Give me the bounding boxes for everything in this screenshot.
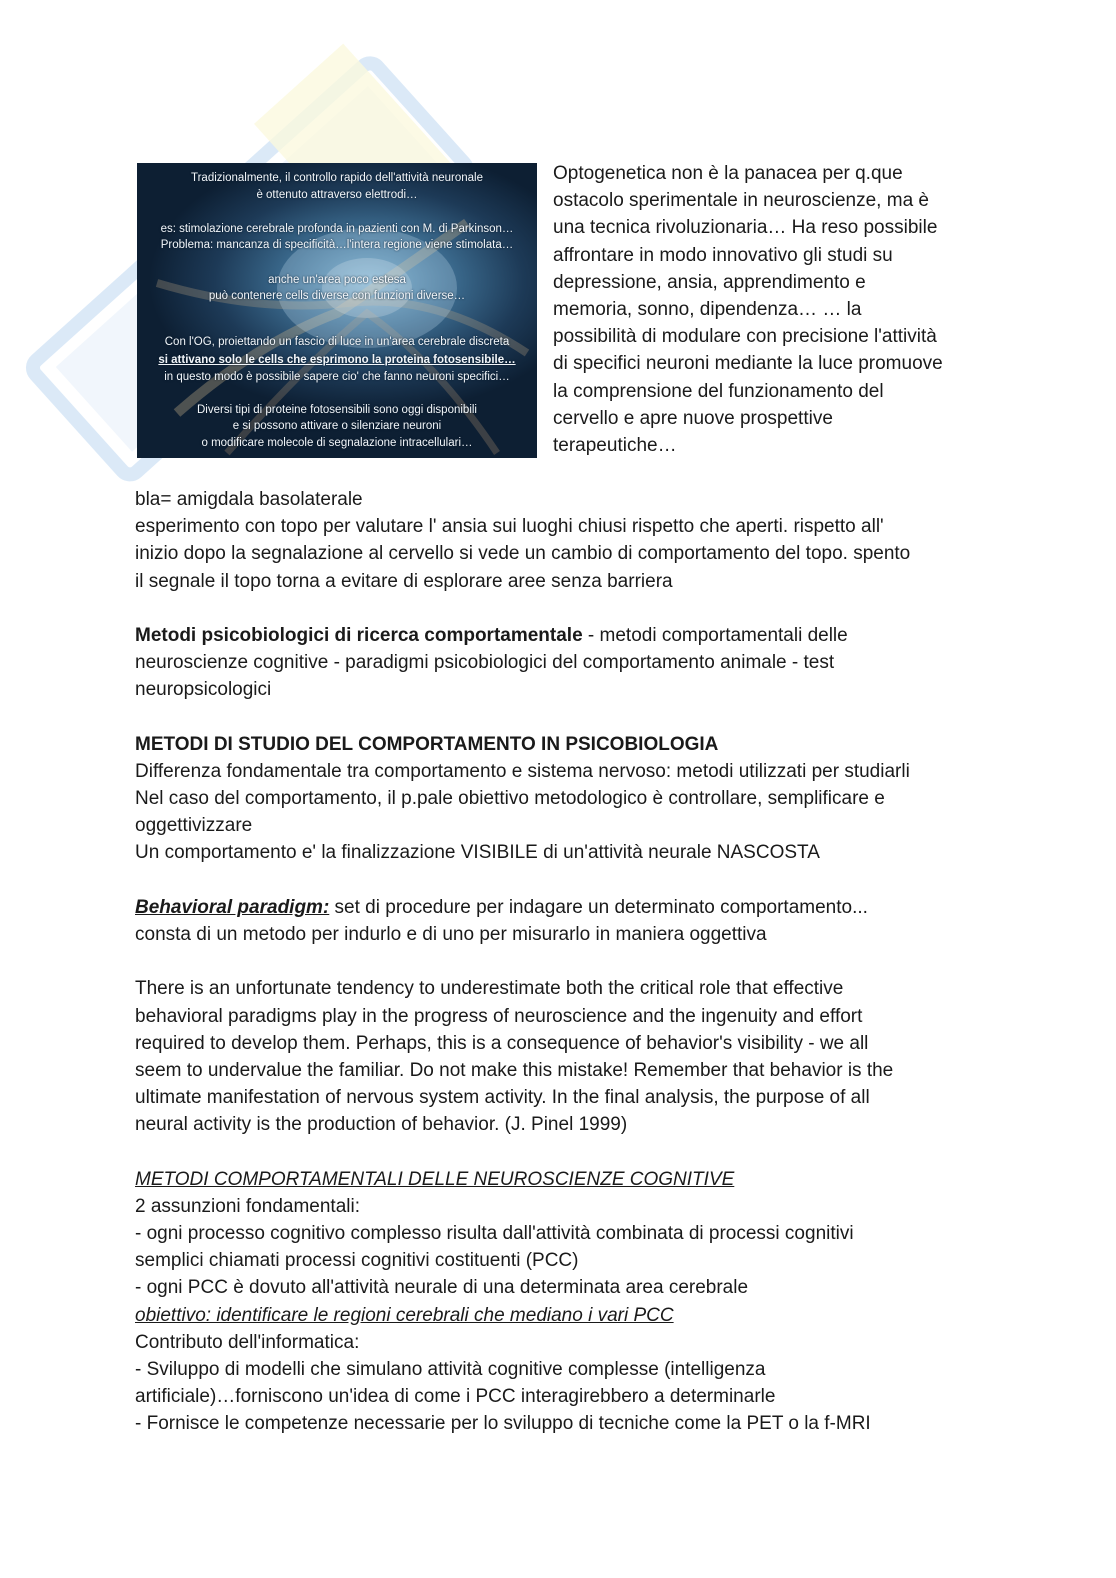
methods-line: neuropsicologici <box>135 679 272 701</box>
figure-line: può contenere cells diverse con funzioni diverse… <box>208 290 466 302</box>
quote-line: neural activity is the production of behavior. (J. Pinel 1999) <box>135 1114 628 1136</box>
figure-line: anche un'area poco estesa <box>268 274 406 286</box>
informatics-line: - Sviluppo di modelli che simulano attività cognitive complesse (intelligenza <box>135 1359 766 1380</box>
behavioral-paradigm-term: Behavioral paradigm: <box>135 896 330 918</box>
text-line: la comprensione del funzionamento del <box>553 380 884 402</box>
assumption-line: - ogni processo cognitivo complesso risulta dall'attività combinata di processi cognitivi <box>135 1223 854 1245</box>
experiment-line: esperimento con topo per valutare l' ansia sui luoghi chiusi rispetto che aperti. rispetto all' <box>135 516 884 538</box>
quote-line: required to develop them. Perhaps, this is a consequence of behavior's visibility - we all <box>135 1032 869 1054</box>
quote-line: ultimate manifestation of nervous system activity. In the final analysis, the purpose of all <box>135 1087 870 1109</box>
figure-line: Diversi tipi di proteine fotosensibili sono oggi disponibili <box>197 404 477 416</box>
text-line: una tecnica rivoluzionaria… Ha reso possibile <box>553 217 938 239</box>
figure-line: e si possono attivare o silenziare neuroni <box>232 420 442 432</box>
section-heading: METODI DI STUDIO DEL COMPORTAMENTO IN PSICOBIOLOGIA <box>135 733 719 755</box>
figure-line: in questo modo è possibile sapere cio' che fanno neuroni specifici… <box>164 371 510 383</box>
difference-line: oggettivizzare <box>135 815 253 837</box>
figure-line: Con l'OG, proiettando un fascio di luce in un'area cerebrale discreta <box>164 336 510 348</box>
subsection-heading: METODI COMPORTAMENTALI DELLE NEUROSCIENZE COGNITIVE <box>135 1168 735 1190</box>
experiment-line: il segnale il topo torna a evitare di esplorare aree senza barriera <box>135 570 673 592</box>
difference-line: Differenza fondamentale tra comportamento e sistema nervoso: metodi utilizzati per studiarli <box>135 760 910 782</box>
behavioral-paradigm-line: consta di un metodo per indurlo e di uno per misurarlo in maniera oggettiva <box>135 924 767 945</box>
optogenetics-figure <box>137 163 537 458</box>
text-line: memoria, sonno, dipendenza… … la <box>553 299 862 321</box>
quote-line: seem to undervalue the familiar. Do not make this mistake! Remember that behavior is the <box>135 1059 894 1081</box>
quote-line: behavioral paradigms play in the progress of neuroscience and the ingenuity and effort <box>135 1005 863 1027</box>
informatics-line: - Fornisce le competenze necessarie per lo sviluppo di tecniche come la PET o la f-MRI <box>135 1413 871 1435</box>
text-line: di specifici neuroni mediante la luce promuove <box>553 353 943 375</box>
assumption-line: - ogni PCC è dovuto all'attività neurale di una determinata area cerebrale <box>135 1277 749 1299</box>
figure-line: si attivano solo le cells che esprimono la proteina fotosensibile… <box>158 354 516 366</box>
bla-definition: bla= amigdala basolaterale <box>135 489 363 510</box>
figure-line: Problema: mancanza di specificità…l'intera regione viene stimolata… <box>160 239 514 251</box>
informatics-line: artificiale)…forniscono un'idea di come i PCC interagirebbero a determinarle <box>135 1386 776 1408</box>
assumption-line: semplici chiamati processi cognitivi costituenti (PCC) <box>135 1250 579 1272</box>
experiment-line: inizio dopo la segnalazione al cervello si vede un cambio di comportamento del topo. spento <box>135 543 911 565</box>
objective-line: obiettivo: identificare le regioni cerebrali che mediano i vari PCC <box>135 1304 674 1326</box>
text-line: cervello e apre nuove prospettive <box>553 407 833 429</box>
difference-line: Un comportamento e' la finalizzazione VISIBILE di un'attività neurale NASCOSTA <box>135 842 820 864</box>
text-line: possibilità di modulare con precisione l'attività <box>553 326 937 348</box>
methods-line: Metodi psicobiologici di ricerca comportamentale - metodi comportamentali delle <box>135 624 848 646</box>
figure-line: es: stimolazione cerebrale profonda in pazienti con M. di Parkinson… <box>160 223 514 235</box>
informatics-line: Contributo dell'informatica: <box>135 1331 360 1353</box>
methods-title: Metodi psicobiologici di ricerca comportamentale <box>135 624 583 646</box>
text-line: ostacolo sperimentale in neuroscienze, ma è <box>553 190 929 212</box>
figure-line: Tradizionalmente, il controllo rapido dell'attività neuronale <box>191 172 483 184</box>
difference-line: Nel caso del comportamento, il p.pale obiettivo metodologico è controllare, semplificare e <box>135 788 885 810</box>
text-line: affrontare in modo innovativo gli studi su <box>553 244 893 266</box>
quote-line: There is an unfortunate tendency to underestimate both the critical role that effective <box>135 978 844 1000</box>
methods-line: neuroscienze cognitive - paradigmi psicobiologici del comportamento animale - test <box>135 652 835 674</box>
figure-line: o modificare molecole di segnalazione intracellulari… <box>201 437 473 449</box>
optogenetics-paragraph <box>553 160 983 459</box>
behavioral-paradigm-line: Behavioral paradigm: set di procedure per indagare un determinato comportamento... <box>135 896 868 918</box>
text-line: depressione, ansia, apprendimento e <box>553 271 866 293</box>
figure-line: è ottenuto attraverso elettrodi… <box>256 189 418 201</box>
text-line: terapeutiche… <box>553 435 677 457</box>
text-line: Optogenetica non è la panacea per q.que <box>553 163 903 184</box>
assumption-line: 2 assunzioni fondamentali: <box>135 1195 360 1217</box>
document-body <box>135 486 995 1438</box>
